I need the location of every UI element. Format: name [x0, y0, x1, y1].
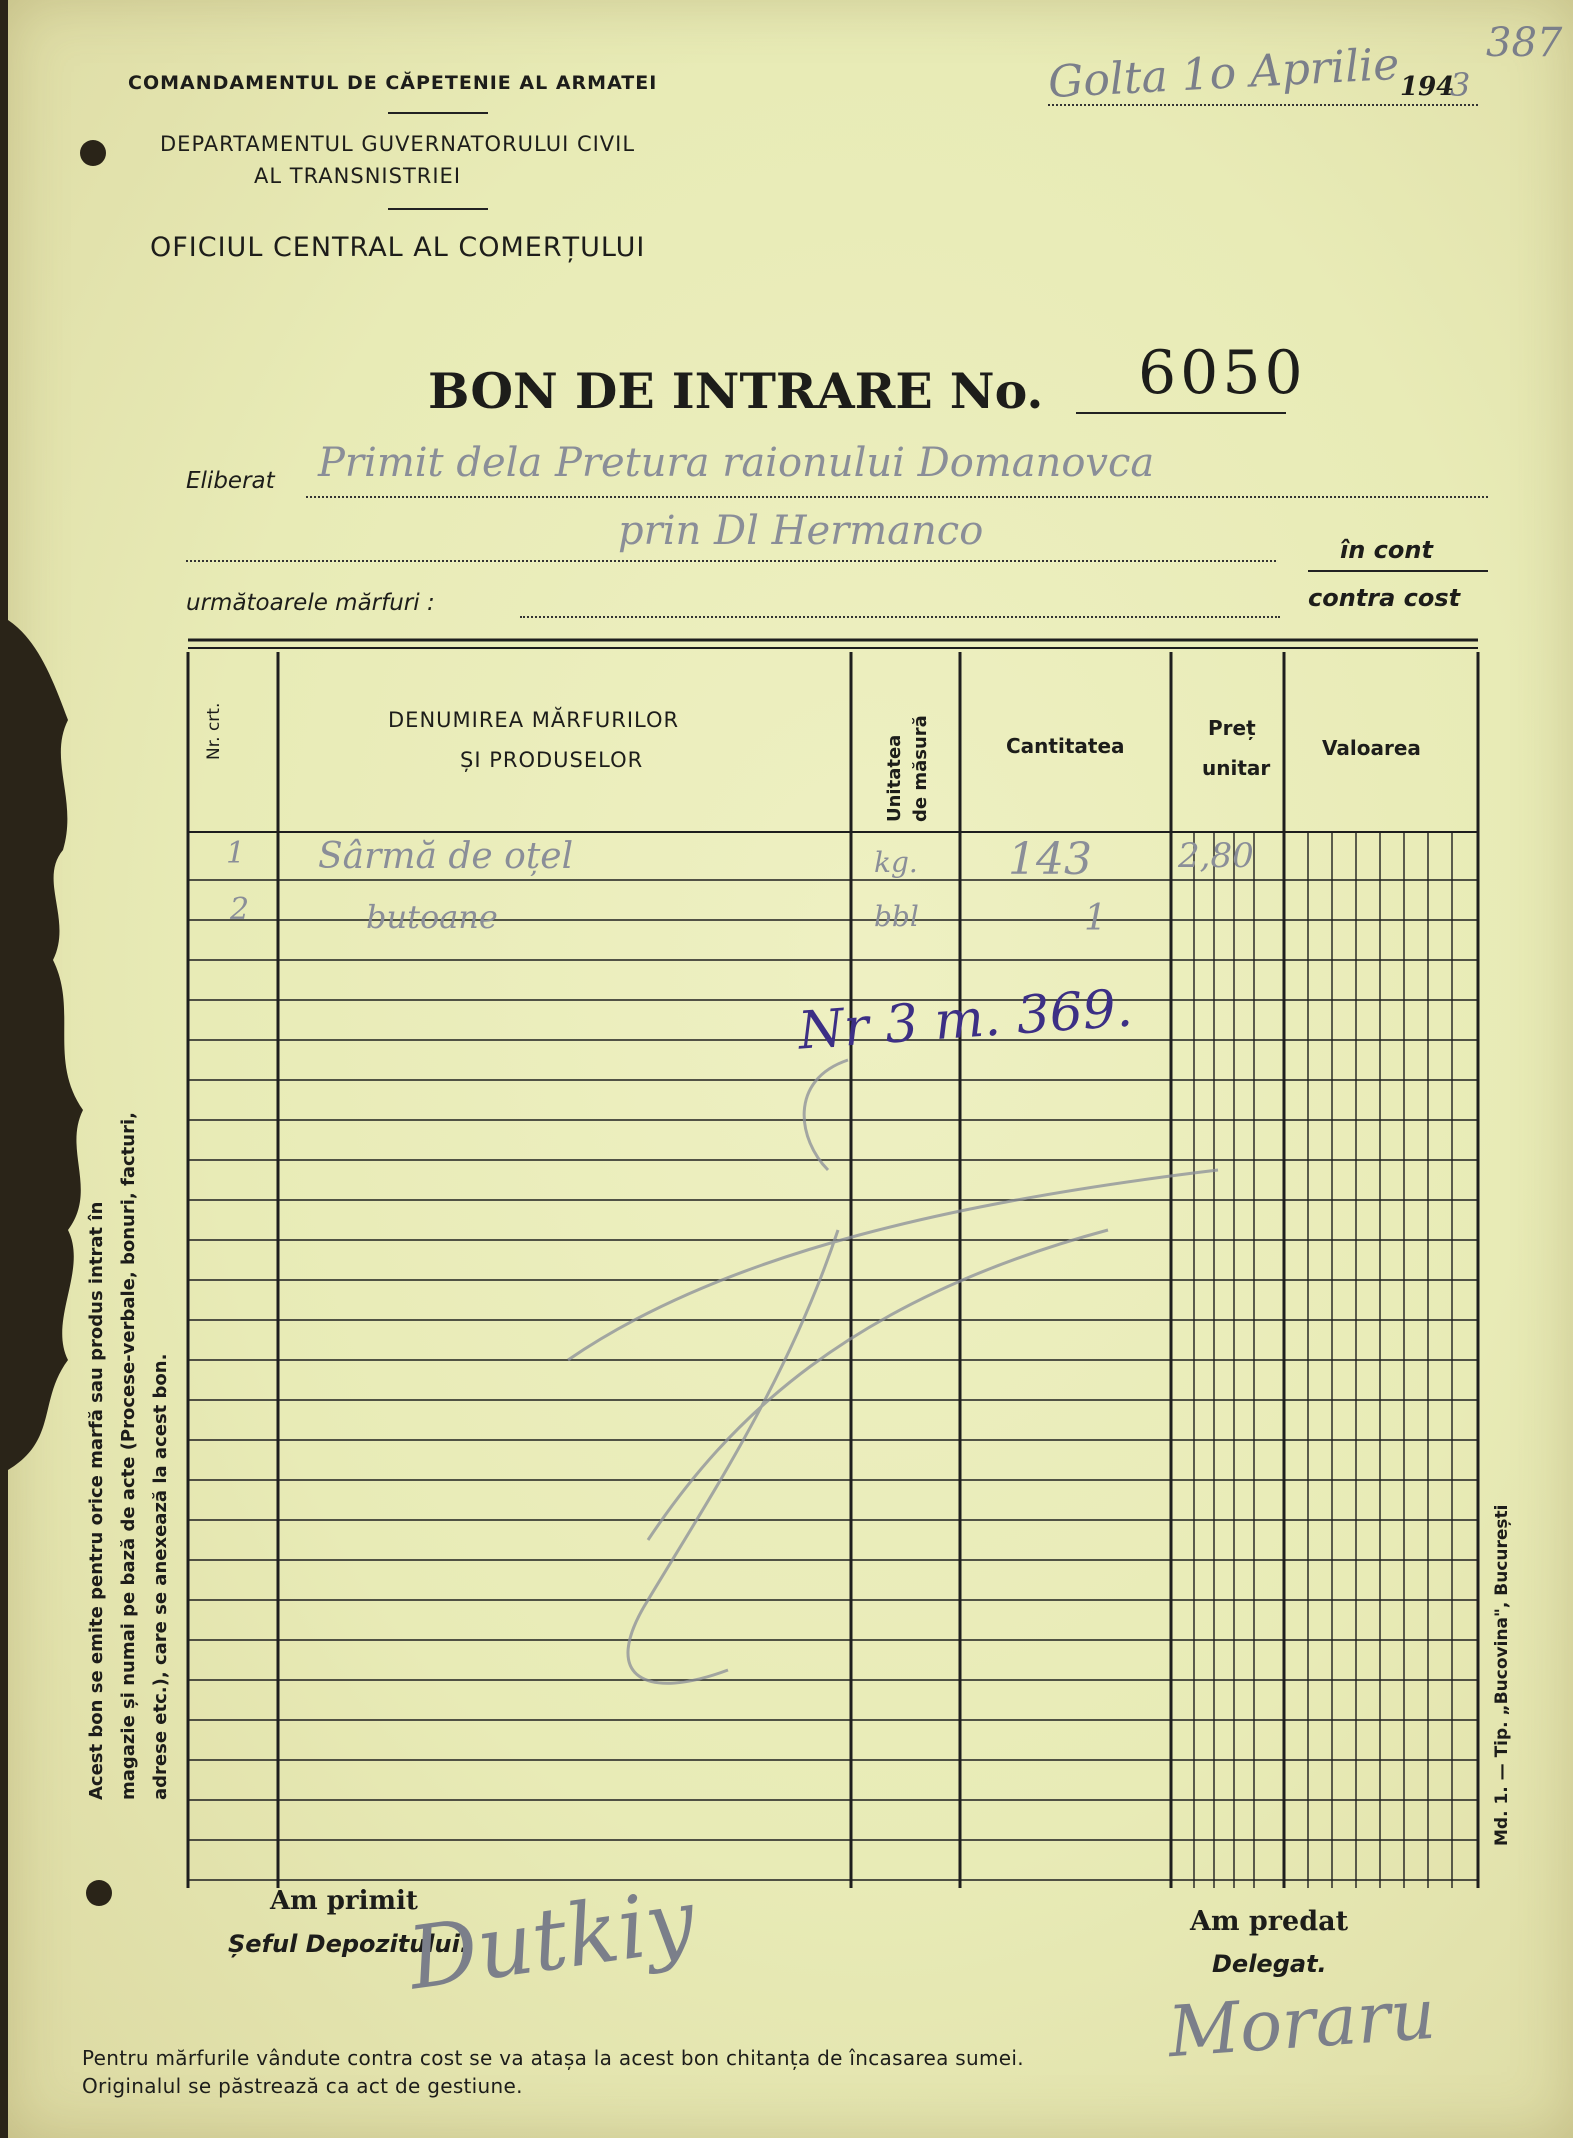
header-value: Valoarea: [1322, 736, 1421, 760]
date-year-hand: 3: [1450, 66, 1471, 104]
document-title: BON DE INTRARE No.: [428, 362, 1044, 420]
header-unit-2: de măsură: [910, 715, 931, 822]
header-office: OFICIUL CENTRAL AL COMERȚULUI: [150, 232, 646, 263]
goods-label: următoarele mărfuri :: [186, 590, 435, 616]
delivered-label: Am predat: [1190, 1906, 1349, 1937]
printer-mark: Md. 1. — Tip. „Bucovina", București: [1492, 1504, 1512, 1846]
depot-chief-label: Șeful Depozitului.: [228, 1930, 469, 1958]
footer-note-2: Originalul se păstrează ca act de gestiune.: [82, 2074, 523, 2098]
header-command: COMANDAMENTUL DE CĂPETENIE AL ARMATEI: [128, 72, 658, 94]
header-name-2: ȘI PRODUSELOR: [460, 748, 644, 772]
row2-qty: 1: [1084, 898, 1107, 939]
row2-name: butoane: [366, 898, 498, 936]
date-year-printed: 194: [1400, 72, 1455, 102]
received-label: Am primit: [270, 1886, 418, 1916]
header-name-1: DENUMIREA MĂRFURILOR: [388, 708, 680, 732]
header-unit-1: Unitatea: [884, 734, 905, 822]
header-nr: Nr. crt.: [204, 702, 224, 760]
row1-name: Sârmă de oțel: [318, 836, 574, 877]
inventory-note: Nr 3 m. 369.: [796, 978, 1135, 1062]
row1-nr: 1: [226, 836, 246, 871]
in-cont-label: în cont: [1340, 536, 1433, 564]
header-quantity: Cantitatea: [1006, 734, 1125, 758]
header-price-2: unitar: [1202, 756, 1271, 780]
row1-price: 2,80: [1178, 836, 1254, 876]
issued-handwritten-2: prin Dl Hermanco: [618, 508, 984, 554]
document-page: [8, 0, 1573, 2138]
header-price-1: Preț: [1208, 716, 1256, 740]
header-transnistria: AL TRANSNISTRIEI: [254, 164, 462, 188]
row1-unit: kg.: [874, 846, 918, 879]
footer-note-1: Pentru mărfurile vândute contra cost se va atașa la acest bon chitanța de încasarea sumei.: [82, 2046, 1024, 2070]
side-note-2: magazie și numai pe bază de acte (Procese-verbale, bonuri, facturi,: [118, 1112, 139, 1800]
date-handwritten: Golta 1o Aprilie: [1046, 38, 1401, 109]
chief-signature: Dutkiy: [402, 1870, 701, 2010]
issued-label: Eliberat: [186, 468, 275, 494]
archive-number: 387: [1486, 20, 1563, 66]
row2-nr: 2: [230, 892, 250, 927]
document-number: 6050: [1138, 338, 1307, 408]
issued-handwritten-1: Primit dela Pretura raionului Domanovca: [318, 440, 1155, 486]
delegate-label: Delegat.: [1212, 1950, 1327, 1978]
row2-unit: bbl: [874, 900, 919, 933]
cancellation-scribble: [8, 0, 1573, 2138]
contra-cost-label: contra cost: [1308, 584, 1461, 612]
header-department: DEPARTAMENTUL GUVERNATORULUI CIVIL: [160, 132, 636, 156]
row1-qty: 143: [1008, 834, 1092, 885]
side-note-3: adrese etc.), care se anexează la acest bon.: [150, 1353, 171, 1800]
delegate-signature: Moraru: [1165, 1972, 1439, 2074]
side-note-1: Acest bon se emite pentru orice marfă sau produs intrat în: [86, 1201, 107, 1800]
